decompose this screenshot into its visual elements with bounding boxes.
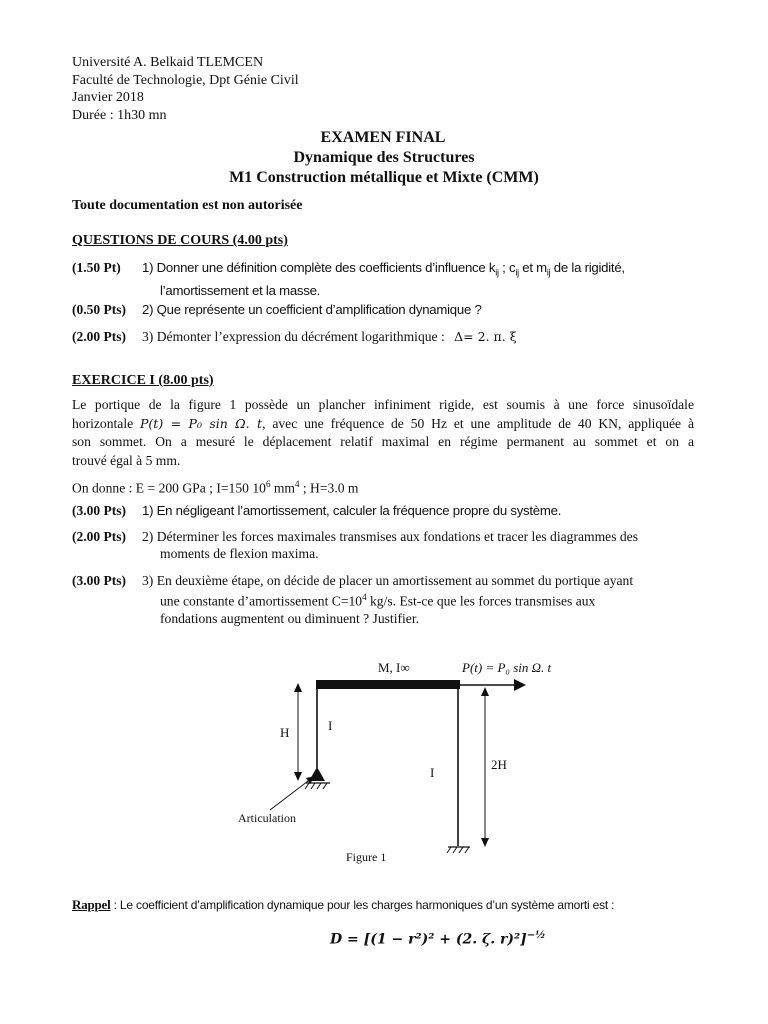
title-block	[0, 128, 768, 188]
question-points: (2.00 Pts)	[72, 529, 126, 544]
program-title: M1 Construction métallique et Mixte (CMM)	[229, 169, 539, 186]
question-text-part: 2) Déterminer les forces maximales transmises aux fondations et tracer les diagrammes des	[142, 529, 638, 544]
question-continuation	[142, 589, 698, 610]
force-arrow-head	[514, 679, 526, 691]
superscript: 4	[362, 592, 367, 602]
question-points: (0.50 Pts)	[72, 302, 126, 317]
question-text-part: une constante d’amortissement C=10	[160, 593, 363, 609]
university-name: Université A. Belkaid TLEMCEN	[72, 55, 264, 70]
statement-line: trouvé égal à 5 mm.	[72, 452, 181, 468]
figure-caption: Figure 1	[346, 850, 387, 864]
question-text	[142, 572, 698, 627]
question-continuation: l’amortissement et la masse.	[160, 282, 321, 298]
question-text-part: 1) Donner une définition complète des coefficients d’influence k	[142, 260, 496, 275]
question-text-part: kg/s. Est-ce que les forces transmises aux	[366, 593, 596, 609]
statement-text: , avec une fréquence de 50 Hz et une amplitude de 40 KN, appliquée à	[262, 415, 694, 431]
portal-frame-figure	[230, 650, 590, 880]
rigid-beam	[316, 680, 460, 689]
formula-main: D = [(1 − r²)² + (2. ζ. r)²]	[330, 931, 527, 948]
dimension-arrow	[294, 683, 302, 692]
portal-frame-drawing	[230, 650, 590, 880]
question-text: 1) En négligeant l’amortissement, calculer la fréquence propre du système.	[142, 503, 562, 518]
left-inertia-label: I	[328, 718, 333, 733]
subscript: ij	[515, 267, 519, 278]
question-continuation: fondations augmentent ou diminuent ? Justifier.	[160, 610, 419, 626]
hatch	[453, 847, 457, 853]
subscript: ij	[495, 267, 499, 278]
double-height-label: 2H	[491, 757, 507, 772]
question-text-part: 3) En deuxième étape, on décide de placer un amortissement au sommet du portique ayant	[142, 573, 634, 588]
reminder-keyword: Rappel	[72, 897, 111, 912]
question-points: (3.00 Pts)	[72, 503, 126, 518]
course-title: Dynamique des Structures	[293, 149, 475, 166]
given-text: ; H=3.0 m	[299, 480, 359, 496]
section-title-questions: QUESTIONS DE COURS (4.00 pts)	[72, 233, 288, 248]
reminder-text: : Le coefficient d’amplification dynamique pour les charges harmoniques d’un système amorti est :	[110, 898, 615, 912]
amplification-formula	[330, 930, 546, 948]
exam-duration: Durée : 1h30 mn	[72, 107, 167, 123]
question-text-part: ; c	[498, 260, 516, 275]
exam-date: Janvier 2018	[72, 90, 144, 105]
header-block	[72, 54, 299, 124]
hatch	[323, 783, 327, 789]
question-points: (1.50 Pt)	[72, 260, 121, 275]
statement-line: Le portique de la figure 1 possède un plancher infiniment rigide, est soumis à une force sinusoïdale	[72, 397, 694, 412]
hatch	[447, 847, 451, 853]
hatch	[465, 847, 469, 853]
question-continuation: moments de flexion maxima.	[160, 546, 319, 561]
question-points: (2.00 Pts)	[72, 329, 126, 344]
dimension-arrow	[481, 838, 489, 847]
statement-line: son sommet. On a mesuré le déplacement relatif maximal en régime permanent au sommet et on a	[72, 434, 694, 449]
superscript: 6	[265, 479, 271, 489]
section-title-exercise: EXERCICE I (8.00 pts)	[72, 373, 214, 388]
question-points: (3.00 Pts)	[72, 573, 126, 588]
statement-line	[72, 415, 694, 434]
question-text	[142, 328, 698, 345]
documentation-notice: Toute documentation est non autorisée	[72, 198, 303, 213]
statement-text: horizontale	[72, 415, 134, 431]
question-text	[142, 259, 698, 299]
height-label: H	[280, 725, 290, 740]
right-inertia-label: I	[430, 765, 435, 780]
given-text: mm	[270, 480, 295, 496]
superscript: 4	[294, 479, 300, 489]
question-text-part: et m	[518, 260, 547, 275]
formula-exponent: −½	[526, 930, 546, 941]
beam-label: M, I∞	[378, 660, 410, 675]
dimension-arrow	[294, 772, 302, 781]
hatch	[305, 783, 309, 789]
force-label: P(t) = P₀ sin Ω. t	[462, 660, 552, 675]
force-expression: P(t) = P₀ sin Ω. t	[140, 415, 263, 431]
hatch	[459, 847, 463, 853]
articulation-leader	[270, 778, 312, 810]
question-text-part: de la rigidité,	[550, 260, 625, 275]
exercise-statement	[72, 396, 694, 470]
log-decrement-formula: Δ= 2. π. ξ	[454, 329, 517, 344]
hatch	[311, 783, 315, 789]
question-text: 2) Que représente un coefficient d’amplification dynamique ?	[142, 302, 482, 317]
subscript: ij	[546, 267, 551, 278]
faculty-name: Faculté de Technologie, Dpt Génie Civil	[72, 72, 299, 88]
hatch	[317, 783, 321, 789]
given-text: On donne : E = 200 GPa ; I=150 10	[72, 480, 266, 496]
question-text-part: 3) Démonter l’expression du décrément logarithmique :	[142, 329, 445, 344]
given-data	[72, 476, 700, 497]
reminder	[72, 897, 614, 913]
articulation-label: Articulation	[238, 811, 296, 825]
dimension-arrow	[481, 687, 489, 696]
question-text	[142, 528, 698, 562]
exam-title: EXAMEN FINAL	[320, 129, 446, 146]
